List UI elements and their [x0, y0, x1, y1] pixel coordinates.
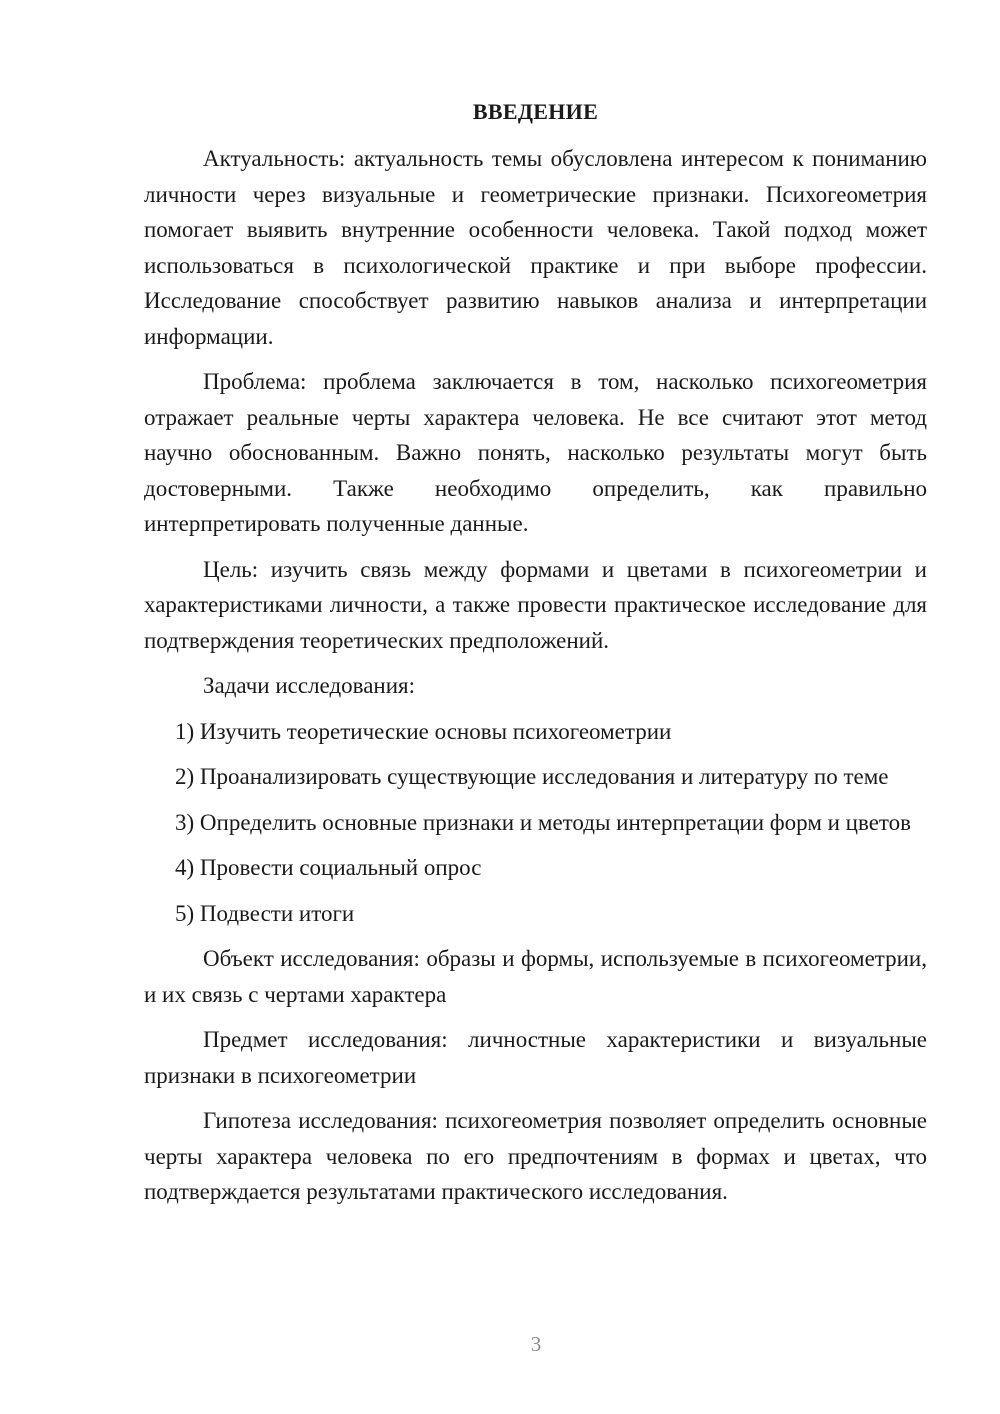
paragraph-subject: Предмет исследования: личностные характеристики и визуальные признаки в психогеометрии	[144, 1027, 927, 1088]
tasks-heading: Задачи исследования:	[203, 673, 416, 698]
paragraph-relevance: Актуальность: актуальность темы обусловлена интересом к пониманию личности через визуальные и геометрические признаки. Психогеометрия помогает выявить внутренние особенности человека. Такой подход может использоваться в психологической практике и при выборе профессии. Исследование способствует развитию навыков анализа и интерпретации информации.	[144, 146, 927, 349]
page-title: ВВЕДЕНИЕ	[472, 99, 599, 124]
task-item-5: 5) Подвести итоги	[175, 900, 355, 926]
task-item-4: 4) Провести социальный опрос	[175, 855, 482, 880]
paragraph-hypothesis: Гипотеза исследования: психогеометрия позволяет определить основные черты характера человека по его предпочтениям в формах и цветах, что подтверждается результатами практического исследования.	[144, 1108, 927, 1204]
page-number: 3	[530, 1332, 542, 1356]
task-item-1: 1) Изучить теоретические основы психогеометрии	[175, 718, 672, 744]
paragraph-goal: Цель: изучить связь между формами и цветами в психогеометрии и характеристиками личности, а также провести практическое исследование для подтверждения теоретических предположений.	[144, 556, 927, 653]
task-item-3: 3) Определить основные признаки и методы интерпретации форм и цветов	[175, 809, 912, 835]
document-body	[144, 94, 927, 1220]
task-item-2: 2) Проанализировать существующие исследования и литературу по теме	[175, 764, 889, 789]
paragraph-problem: Проблема: проблема заключается в том, насколько психогеометрия отражает реальные черты характера человека. Не все считают этот метод научно обоснованным. Важно понять, насколько результаты могут быть достоверными. Также необходимо определить, как правильно интерпретировать полученные данные.	[144, 369, 927, 536]
paragraph-object: Объект исследования: образы и формы, используемые в психогеометрии, и их связь с чертами характера	[144, 946, 927, 1007]
